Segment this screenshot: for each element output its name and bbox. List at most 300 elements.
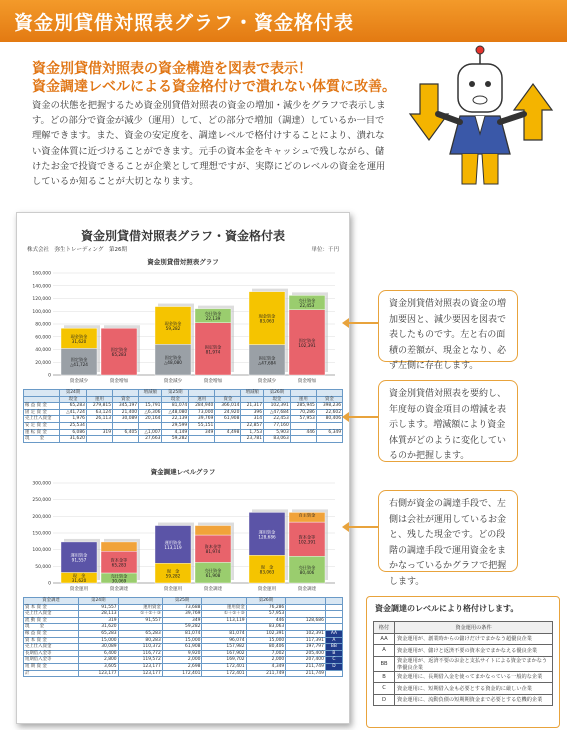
- y-tick-label: 50,000: [35, 564, 51, 570]
- table-cell: 売上仕入資金: [24, 416, 60, 423]
- table-cell: 売上仕入資金: [24, 611, 79, 618]
- bar-label: 現金資金: [258, 313, 276, 319]
- y-tick-label: 60,000: [35, 335, 51, 341]
- table-row: [24, 422, 343, 429]
- table-cell: 増減額: [139, 390, 162, 397]
- bar-label: 運用資金: [70, 552, 88, 558]
- table-cell: [215, 390, 241, 397]
- x-tick-label: 資金増加: [297, 379, 317, 384]
- table-cell: 資金運用に、短期借入金も必要とする資金的に厳しい企業: [395, 683, 553, 695]
- table-cell: 211,749: [286, 663, 326, 670]
- table-cell: 102,391: [286, 630, 326, 637]
- bar-value: 22,139: [205, 316, 221, 322]
- table-cell: [202, 624, 246, 631]
- table-cell: 83,063: [246, 624, 286, 631]
- table-row: [24, 611, 343, 618]
- table-cell: 短 期 資 金: [24, 663, 79, 670]
- table-cell: 39,769: [162, 611, 202, 618]
- bar-label: 固定資金: [110, 347, 128, 353]
- table-cell: 5,903: [264, 429, 291, 436]
- table-row: [24, 650, 343, 657]
- table-cell: 6,405: [113, 429, 139, 436]
- bar-value: 31,620: [71, 338, 87, 344]
- bar-label: 固定資金: [204, 344, 222, 350]
- table-cell: 1,976: [60, 416, 87, 423]
- table-cell: [86, 422, 112, 429]
- report-sheet: [16, 212, 350, 724]
- table-cell: 73,688: [162, 604, 202, 611]
- table-cell: 稼 益 資 金: [24, 403, 60, 410]
- table-cell: 資金運用が、返済不要のお金と支払サイトによる資金でまかなう準優良企業: [395, 656, 553, 671]
- table-cell: 運用: [86, 396, 112, 403]
- table-cell: [286, 598, 326, 605]
- table-cell: 15,000: [162, 637, 202, 644]
- callout-chart: 資金別貸借対照表の資金の増加要因と、減少要因を図表で表したものです。左と右の面積の差額が、現金となり、必ず左側に存在します。: [378, 290, 518, 362]
- table-cell: 15,000: [78, 637, 118, 644]
- table-row: [24, 436, 343, 443]
- table-cell: [24, 390, 60, 397]
- table-cell: 21,400: [113, 409, 139, 416]
- table-cell: 102,391: [246, 630, 286, 637]
- bar-value: △41,724: [70, 362, 88, 368]
- table-cell: 81,074: [162, 403, 189, 410]
- table-cell: 396: [241, 409, 264, 416]
- table-cell: 91,557: [118, 617, 162, 624]
- bar-value: 128,686: [258, 534, 276, 540]
- lead-line-1: 資金別貸借対照表の資金構造を図表で表示！: [32, 61, 312, 77]
- table-cell: 284,940: [189, 403, 215, 410]
- table-cell: 2,000: [246, 657, 286, 664]
- bar-value: 65,283: [111, 562, 127, 568]
- table-cell: 61,908: [215, 416, 241, 423]
- x-tick-label: 資金増加: [203, 379, 223, 384]
- table-cell: 9,920: [162, 650, 202, 657]
- table-cell: 2,000: [162, 657, 202, 664]
- bar-label: 売仕資金: [298, 565, 316, 571]
- bar-value: △48,080: [164, 360, 182, 366]
- table-cell: [86, 390, 112, 397]
- table-cell: 22,857: [241, 422, 264, 429]
- table-cell: [286, 624, 326, 631]
- table-cell: 22,602: [316, 409, 342, 416]
- table-cell: 30,089: [78, 644, 118, 651]
- table-cell: 31,620: [78, 624, 118, 631]
- table-cell: 運 転 資 金: [24, 429, 60, 436]
- table-row: [24, 630, 343, 637]
- y-tick-label: 20,000: [35, 360, 51, 366]
- table-cell: 119,572: [118, 657, 162, 664]
- table-cell: 現 金: [24, 624, 79, 631]
- table-cell: 第24期: [60, 390, 87, 397]
- table-cell: [286, 604, 326, 611]
- bar-value: 65,283: [111, 352, 127, 358]
- table-cell: 22,453: [264, 416, 291, 423]
- callout-funding: 右側が資金の調達手段で、左側は会社が運用しているお金と、残した現金です。どの段階の調達手段で運用資金をまかなっているかグラフで把握します。: [378, 490, 518, 572]
- table-cell: AA: [374, 633, 395, 645]
- table-cell: A: [325, 637, 342, 644]
- table-cell: [113, 390, 139, 397]
- bar-label: 自主資金: [298, 512, 316, 518]
- table-cell: D: [325, 663, 342, 670]
- table-cell: 短期借入金等: [24, 657, 79, 664]
- table-cell: 現金: [264, 396, 291, 403]
- table-cell: 211,749: [246, 670, 286, 677]
- table-cell: 7,002: [246, 650, 286, 657]
- table-cell: 現金: [162, 396, 189, 403]
- table-cell: 128,686: [286, 617, 326, 624]
- table-cell: 349: [189, 429, 215, 436]
- table-cell: ①＋②＋③: [118, 611, 162, 618]
- table-cell: [113, 436, 139, 443]
- table-cell: 26,113: [86, 416, 112, 423]
- arrow-2: [348, 416, 378, 418]
- table-cell: 29,599: [162, 422, 189, 429]
- bar-segment: [101, 542, 137, 551]
- arrow-1: [348, 322, 378, 324]
- lead-line-2: 資金調達レベルによる資金格付けで潰れない体質に改善。: [32, 79, 396, 95]
- x-tick-label: 資金増加: [109, 379, 129, 384]
- bar-label: 固定資金: [258, 355, 276, 361]
- table-cell: 319: [86, 429, 112, 436]
- table-cell: 123,177: [118, 670, 162, 677]
- x-tick-label: 資金運用: [163, 587, 183, 592]
- bar-label: 売仕資金: [204, 568, 222, 574]
- table-cell: 資金運用に、流動負債の短期期資金まで必要とする危機的企業: [395, 694, 553, 706]
- y-tick-label: 150,000: [32, 531, 51, 537]
- bar-value: 83,063: [259, 318, 275, 324]
- table-cell: [316, 390, 342, 397]
- table-cell: 6,400: [78, 650, 118, 657]
- bar-label: 売仕資金: [110, 573, 128, 579]
- table-cell: △1,007: [139, 429, 162, 436]
- balance-table: [23, 389, 343, 443]
- balance-chart: [23, 267, 343, 387]
- table-cell: C: [374, 683, 395, 695]
- table-cell: [189, 390, 215, 397]
- bar-value: 59,282: [165, 573, 181, 579]
- y-tick-label: 80,000: [35, 322, 51, 328]
- table-cell: 57,953: [246, 611, 286, 618]
- body-text: 資金の状態を把握するため資金別貸借対照表の資金の増加・減少をグラフで表示します。どの部分で資金が減少（運用）して、どの部分で増加（調達）しているか一目で理解できます。また、資金の安定度を、調達レベルで格付けすることにより、潰れない資金体質に近づけることができます。元手の資本金をキャッシュで残しながら、儲けたお金で投資できることが企業として理想ですが、実際にどのレベルの資金を運用しているか知ることが大切となります。: [32, 100, 386, 188]
- table-cell: 計: [24, 670, 79, 677]
- table-cell: 24,920: [215, 409, 241, 416]
- table-cell: △41,724: [60, 409, 87, 416]
- table-cell: 第25期: [162, 390, 189, 397]
- x-tick-label: 資金調達: [203, 587, 223, 592]
- funding-table: [23, 597, 343, 677]
- bar-label: 資本金等: [298, 534, 316, 540]
- y-tick-label: 120,000: [32, 297, 51, 302]
- table-cell: 20,164: [139, 416, 162, 423]
- x-tick-label: 資金減少: [69, 379, 89, 384]
- table-cell: 446: [246, 617, 286, 624]
- bar-value: 61,908: [205, 573, 221, 579]
- table-cell: 資金運用が、創業時からの儲けだけでまかなう超優良企業: [395, 633, 553, 645]
- table-cell: 172,401: [162, 670, 202, 677]
- table-cell: [118, 624, 162, 631]
- table-row: [374, 694, 553, 706]
- x-tick-label: 資金運用: [257, 587, 277, 592]
- table-cell: 113,119: [202, 617, 246, 624]
- table-cell: 2,698: [162, 663, 202, 670]
- table-cell: 91,557: [78, 604, 118, 611]
- table-cell: 285,945: [290, 403, 316, 410]
- table-row: [24, 409, 343, 416]
- bar-label: 現金資金: [164, 320, 182, 326]
- table-cell: C: [325, 657, 342, 664]
- table-cell: D: [374, 694, 395, 706]
- table-cell: 運用: [189, 396, 215, 403]
- table-cell: 28,113: [78, 611, 118, 618]
- table-cell: [290, 436, 316, 443]
- table-cell: 第24期: [78, 598, 118, 605]
- table-cell: 6,349: [316, 429, 342, 436]
- table-row: [24, 390, 343, 397]
- table-cell: 59,282: [162, 436, 189, 443]
- bar-label: 資本金等: [204, 544, 222, 550]
- table-row: [24, 644, 343, 651]
- table-cell: [325, 617, 342, 624]
- table-cell: [290, 390, 316, 397]
- table-cell: [316, 422, 342, 429]
- bar-label: 現 金: [260, 564, 274, 570]
- grade-box: [366, 596, 560, 728]
- table-cell: △6,306: [139, 409, 162, 416]
- table-cell: 6,086: [60, 429, 87, 436]
- table-cell: 資 本 資 金: [24, 637, 79, 644]
- table-cell: 61,908: [162, 644, 202, 651]
- table-cell: 110,372: [118, 644, 162, 651]
- table-cell: 349: [162, 617, 202, 624]
- table-cell: 73,000: [189, 409, 215, 416]
- x-tick-label: 資金減少: [163, 379, 183, 384]
- table-row: [24, 429, 343, 436]
- table-cell: AA: [325, 630, 342, 637]
- bar-value: 59,282: [165, 325, 181, 331]
- table-cell: [286, 611, 326, 618]
- table-cell: 1,753: [241, 429, 264, 436]
- table-row: [24, 657, 343, 664]
- table-cell: 207,400: [286, 657, 326, 664]
- table-cell: △48,080: [162, 409, 189, 416]
- table-cell: [189, 436, 215, 443]
- table-cell: 96,074: [202, 637, 246, 644]
- company-name: 株式会社 弥生トレーディング 第26期: [27, 247, 127, 253]
- bar-value: 81,974: [205, 549, 221, 555]
- table-cell: 77,160: [264, 422, 291, 429]
- table-cell: 172,401: [202, 670, 246, 677]
- mascot-illustration: [400, 44, 560, 194]
- table-cell: [118, 598, 162, 605]
- bar-label: 現 金: [72, 573, 86, 579]
- bar-label: 売仕資金: [298, 298, 316, 304]
- bar-label: 固定資金: [164, 355, 182, 361]
- table-row: [24, 617, 343, 624]
- table-cell: 流 動 資 金: [24, 617, 79, 624]
- table-cell: 55,151: [189, 422, 215, 429]
- table-cell: 39,769: [189, 416, 215, 423]
- table-row: [374, 622, 553, 634]
- bar-value: 30,069: [111, 578, 127, 584]
- table-cell: B: [325, 650, 342, 657]
- table-cell: 81,074: [162, 630, 202, 637]
- table-cell: [24, 396, 60, 403]
- table-row: [24, 396, 343, 403]
- table-row: [374, 656, 553, 671]
- y-tick-label: 0: [48, 373, 51, 379]
- table-cell: 22,139: [162, 416, 189, 423]
- table-cell: 398,236: [316, 403, 342, 410]
- table-cell: 70,286: [290, 409, 316, 416]
- table-cell: 319: [78, 617, 118, 624]
- table-row: [24, 637, 343, 644]
- x-tick-label: 資金調達: [297, 587, 317, 592]
- table-cell: 2,800: [78, 657, 118, 664]
- table-cell: 第26期: [246, 598, 286, 605]
- table-cell: 205,400: [286, 650, 326, 657]
- table-cell: 57,953: [290, 416, 316, 423]
- table-cell: 65,283: [78, 630, 118, 637]
- table-cell: 資金運用が、儲けと返済不要の資本金でまかなえる優良企業: [395, 645, 553, 657]
- unit-label: 単位：千円: [311, 247, 339, 253]
- table-cell: 169,702: [202, 657, 246, 664]
- table-cell: 現金: [60, 396, 87, 403]
- table-cell: 116,772: [118, 650, 162, 657]
- table-cell: [290, 422, 316, 429]
- table-cell: [202, 598, 246, 605]
- table-cell: 65,283: [60, 403, 87, 410]
- bar-value: 113,119: [164, 544, 182, 550]
- table-cell: [325, 604, 342, 611]
- y-tick-label: 40,000: [35, 348, 51, 353]
- table-cell: [325, 611, 342, 618]
- table-cell: 安 定 資 金: [24, 422, 60, 429]
- bar-label: 売仕資金: [204, 311, 222, 317]
- y-tick-label: 0: [48, 581, 51, 587]
- table-cell: 4,149: [162, 429, 189, 436]
- table-cell: 格付: [374, 622, 395, 634]
- bar-label: 現金資金: [70, 333, 88, 339]
- table-row: [374, 633, 553, 645]
- table-cell: 資金: [316, 396, 342, 403]
- table-cell: △47,684: [264, 409, 291, 416]
- table-cell: 117,391: [286, 637, 326, 644]
- table-row: [24, 663, 343, 670]
- table-cell: 172,401: [202, 663, 246, 670]
- grade-title: 資金調達のレベルにより格付けします。: [375, 604, 519, 613]
- table-cell: ①＋②＋③: [202, 611, 246, 618]
- table-cell: 4,349: [246, 663, 286, 670]
- bar-label: 運用資金: [164, 539, 182, 545]
- table-cell: 売上仕入資金: [24, 644, 79, 651]
- table-cell: 63,124: [86, 409, 112, 416]
- table-cell: 31,620: [60, 436, 87, 443]
- page-header: [0, 0, 567, 42]
- table-cell: 4,498: [215, 429, 241, 436]
- table-cell: 123,177: [78, 670, 118, 677]
- bar-value: 83,063: [259, 569, 275, 575]
- table-cell: 314: [241, 416, 264, 423]
- table-cell: 102,391: [264, 403, 291, 410]
- table-cell: 197,797: [286, 644, 326, 651]
- arrow-3: [348, 526, 378, 528]
- bar-label: 現 金: [166, 568, 180, 574]
- sheet-title: 資金別貸借対照表グラフ・資金格付表: [80, 229, 285, 243]
- bar-value: 102,391: [298, 539, 316, 545]
- table-row: [374, 683, 553, 695]
- y-tick-label: 300,000: [32, 481, 51, 487]
- table-cell: 資金運用に、長期借入金を使ってまかなっている一般的な企業: [395, 671, 553, 683]
- table-cell: [316, 436, 342, 443]
- table-cell: [215, 436, 241, 443]
- callout-table: 資金別貸借対照表を要約し、年度毎の資金項目の増減を表示します。増減額により資金体質がどのように変化しているのか把握します。: [378, 380, 518, 462]
- table-cell: 資金: [215, 396, 241, 403]
- table-row: [374, 645, 553, 657]
- table-cell: 123,177: [118, 663, 162, 670]
- table-cell: 運用資金: [202, 604, 246, 611]
- table-cell: 資金: [113, 396, 139, 403]
- table-cell: 80,406: [246, 644, 286, 651]
- table-cell: 第26期: [264, 390, 291, 397]
- y-tick-label: 160,000: [32, 271, 51, 277]
- bar-value: 91,557: [71, 557, 87, 563]
- table-row: [374, 671, 553, 683]
- table-cell: 23,781: [241, 436, 264, 443]
- bar-label: 運用資金: [258, 529, 276, 535]
- table-cell: [139, 422, 162, 429]
- x-tick-label: 資金減少: [257, 379, 277, 384]
- table-cell: 資金調達: [24, 598, 79, 605]
- table-cell: 211,749: [286, 670, 326, 677]
- table-cell: 81,074: [202, 630, 246, 637]
- table-cell: 増減額: [241, 390, 264, 397]
- table-row: [24, 416, 343, 423]
- table-cell: 80,283: [118, 637, 162, 644]
- table-row: [24, 403, 343, 410]
- y-tick-label: 140,000: [32, 284, 51, 290]
- bar-label: 固定資金: [70, 357, 88, 363]
- table-cell: 446: [290, 429, 316, 436]
- table-cell: 76,286: [246, 604, 286, 611]
- table-cell: 稼 益 資 金: [24, 630, 79, 637]
- table-cell: 21,317: [241, 403, 264, 410]
- table-cell: 279,815: [86, 403, 112, 410]
- table-cell: 345,197: [113, 403, 139, 410]
- table-cell: 運用資金: [118, 604, 162, 611]
- table-cell: 157,982: [202, 644, 246, 651]
- table-cell: 長期借入金等: [24, 650, 79, 657]
- table-cell: 第25期: [162, 598, 202, 605]
- grade-table: [373, 621, 553, 706]
- y-tick-label: 250,000: [32, 498, 51, 504]
- bar-value: 31,620: [71, 578, 87, 584]
- x-tick-label: 資金調達: [109, 587, 129, 592]
- bar-value: △47,684: [258, 360, 276, 366]
- bar-value: 80,406: [299, 570, 315, 576]
- x-tick-label: 資金運用: [69, 587, 89, 592]
- table-row: [24, 624, 343, 631]
- table-cell: 30,089: [113, 416, 139, 423]
- table-cell: [325, 670, 342, 677]
- table-cell: 運用: [290, 396, 316, 403]
- table-cell: 現 金: [24, 436, 60, 443]
- table-cell: 65,283: [118, 630, 162, 637]
- table-cell: B: [374, 671, 395, 683]
- table-cell: 15,000: [246, 637, 286, 644]
- table-cell: 3,605: [78, 663, 118, 670]
- funding-level-chart: [23, 477, 343, 595]
- table-cell: 資 本 資 金: [24, 604, 79, 611]
